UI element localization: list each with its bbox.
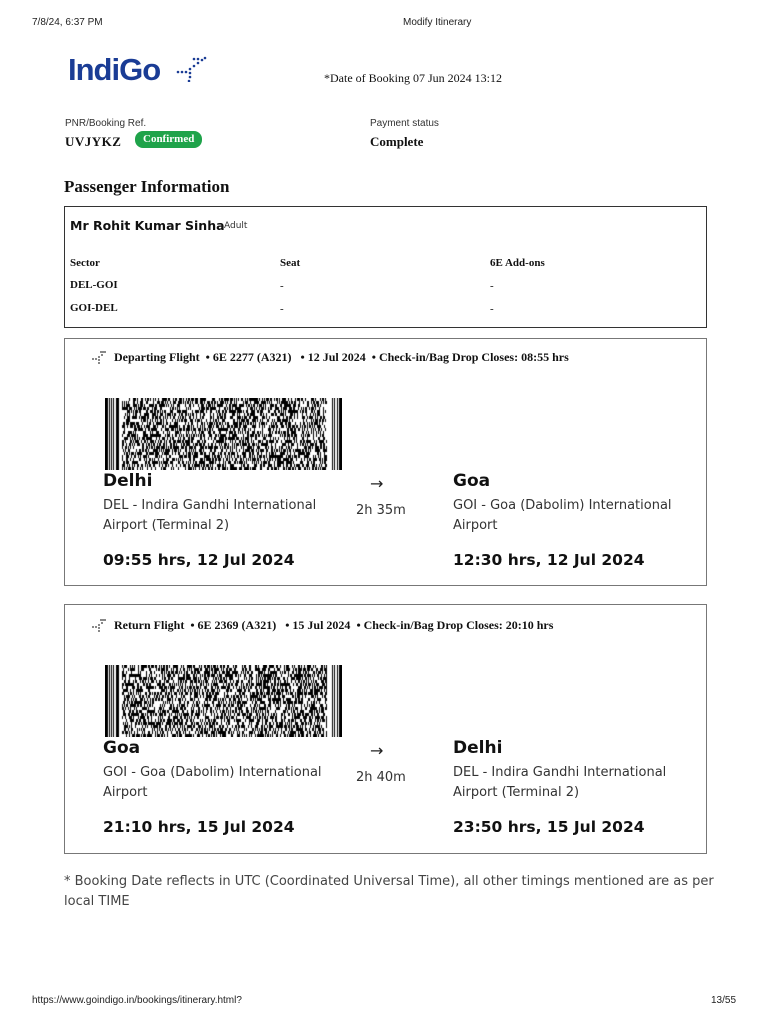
to-city: Delhi [453,738,503,758]
to-airport: GOI - Goa (Dabolim) International Airport [453,498,672,533]
departure-time: 21:10 hrs, 15 Jul 2024 [103,818,295,836]
indigo-logo: IndiGo [68,52,161,87]
booking-date-label: *Date of Booking [324,71,410,85]
flight-date: • 12 Jul 2024 [300,350,366,364]
checkin-close: • Check-in/Bag Drop Closes: 20:10 hrs [356,618,554,632]
from-city: Delhi [103,471,153,491]
flight-number: • 6E 2277 (A321) [205,350,292,364]
arrow-right-icon: → [370,741,384,760]
departure-time: 09:55 hrs, 12 Jul 2024 [103,551,295,569]
flight-label: Return Flight [114,618,185,632]
passenger-name: Mr Rohit Kumar Sinha [70,218,225,233]
print-title: Modify Itinerary [403,17,472,28]
payment-status-label: Payment status [370,118,439,129]
barcode-image [105,665,342,737]
from-airport: DEL - Indira Gandhi International Airport (Terminal 2) [103,498,317,533]
column-header-sector: Sector [70,257,100,269]
pnr-label: PNR/Booking Ref. [65,118,147,129]
checkin-close: • Check-in/Bag Drop Closes: 08:55 hrs [371,350,569,364]
barcode-image [105,398,342,470]
section-title: Passenger Information [64,177,230,196]
table-cell-sector: GOI-DEL [70,302,118,314]
flight-duration: 2h 35m [356,503,406,518]
departing-flight-header [114,350,569,365]
arrow-right-icon: → [370,474,384,493]
table-cell-sector: DEL-GOI [70,279,118,291]
flight-label: Departing Flight [114,350,200,364]
return-flight-header [114,618,553,633]
table-cell-addons: - [490,280,494,292]
payment-status-value: Complete [370,134,424,149]
status-badge: Confirmed [135,131,202,148]
flight-date: • 15 Jul 2024 [285,618,351,632]
flight-number: • 6E 2369 (A321) [190,618,277,632]
booking-date-value: 07 Jun 2024 13:12 [413,71,503,85]
column-header-addons: 6E Add-ons [490,257,545,269]
from-airport: GOI - Goa (Dabolim) International Airport [103,765,322,800]
plane-icon [92,350,108,364]
pnr-value: UVJYKZ [65,134,122,149]
table-cell-seat: - [280,280,284,292]
from-city: Goa [103,738,141,758]
print-page-number: 13/55 [711,995,737,1006]
arrival-time: 23:50 hrs, 15 Jul 2024 [453,818,645,836]
to-airport: DEL - Indira Gandhi International Airport (Terminal 2) [453,765,667,800]
utc-note: * Booking Date reflects in UTC (Coordinated Universal Time), all other timings mentioned are as per local TIME [64,874,714,909]
print-datetime: 7/8/24, 6:37 PM [32,17,103,28]
column-header-seat: Seat [280,257,301,269]
arrival-time: 12:30 hrs, 12 Jul 2024 [453,551,645,569]
passenger-type: Adult [224,221,248,231]
plane-logo-icon [176,56,208,82]
flight-duration: 2h 40m [356,770,406,785]
booking-date [324,71,502,86]
to-city: Goa [453,471,491,491]
table-cell-seat: - [280,303,284,315]
plane-icon [92,618,108,632]
table-cell-addons: - [490,303,494,315]
print-url: https://www.goindigo.in/bookings/itinerary.html? [32,995,242,1006]
